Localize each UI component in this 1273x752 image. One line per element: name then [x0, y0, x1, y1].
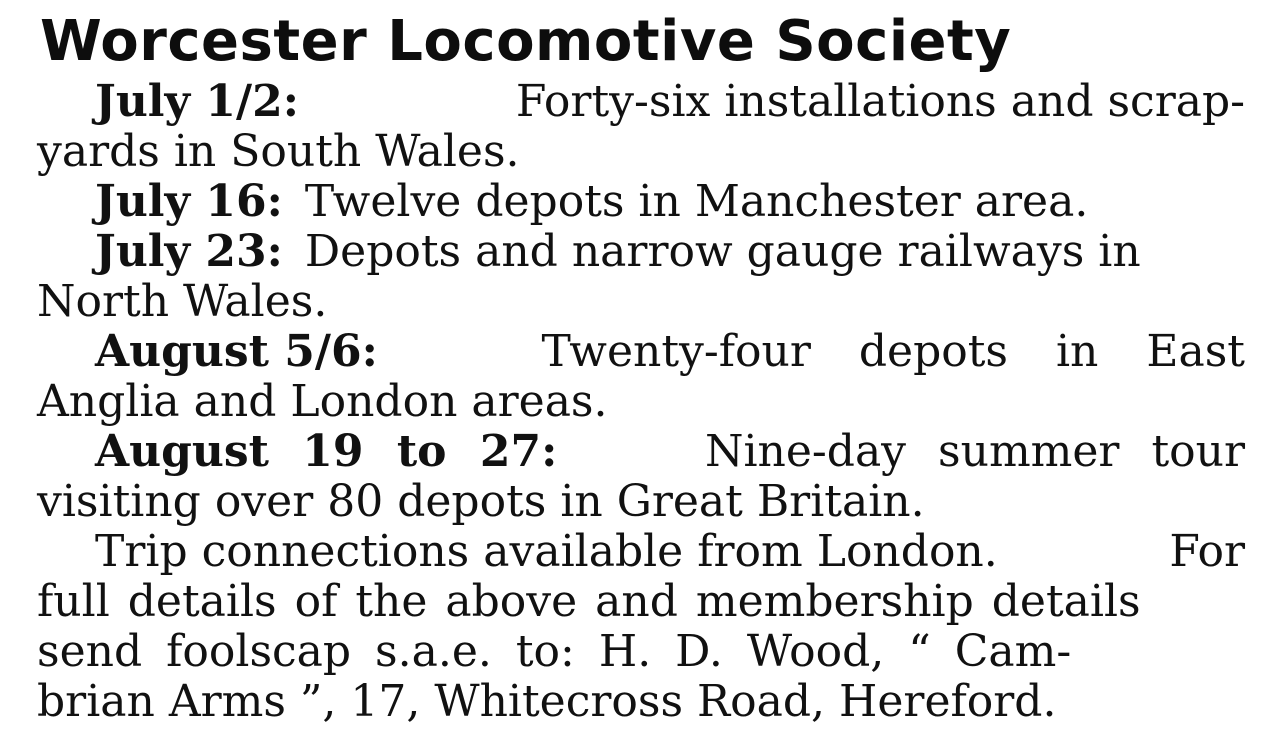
- item-date: July 23:: [95, 226, 283, 277]
- footer-line-2: full details of the above and membership details: [37, 576, 1141, 627]
- footer-line-3: send foolscap s.a.e. to: H. D. Wood, “ Cam-: [37, 626, 1072, 677]
- item-august-19-27: [95, 427, 1245, 477]
- item-august-5-6-cont: Anglia and London areas.: [37, 376, 608, 427]
- item-july-1-2: [95, 77, 1245, 127]
- item-date: July 1/2:: [95, 76, 299, 127]
- item-july-1-2-cont: yards in South Wales.: [37, 126, 520, 177]
- item-text: Twelve depots in Manchester area.: [304, 176, 1089, 227]
- item-text: Depots and narrow gauge railways in: [304, 226, 1141, 277]
- footer-text-end: For: [1169, 526, 1245, 577]
- item-text: Twenty-four depots in East: [541, 326, 1245, 377]
- item-july-23-cont: North Wales.: [37, 276, 328, 327]
- item-august-19-27-cont: visiting over 80 depots in Great Britain.: [37, 476, 925, 527]
- item-july-23: [95, 227, 1273, 277]
- footer-text: Trip connections available from London.: [95, 526, 998, 577]
- item-text: Forty-six installations and scrap-: [515, 76, 1245, 127]
- item-text: Nine-day summer tour: [704, 426, 1245, 477]
- footer-line-1: [95, 527, 1245, 577]
- item-july-16: [95, 177, 1273, 227]
- item-date: August 5/6:: [95, 326, 378, 377]
- item-august-5-6: [95, 327, 1245, 377]
- item-date: July 16:: [95, 176, 283, 227]
- item-date: August 19 to 27:: [95, 426, 558, 477]
- footer-line-4: brian Arms ”, 17, Whitecross Road, Hereford.: [37, 676, 1057, 727]
- society-title: Worcester Locomotive Society: [40, 9, 1012, 74]
